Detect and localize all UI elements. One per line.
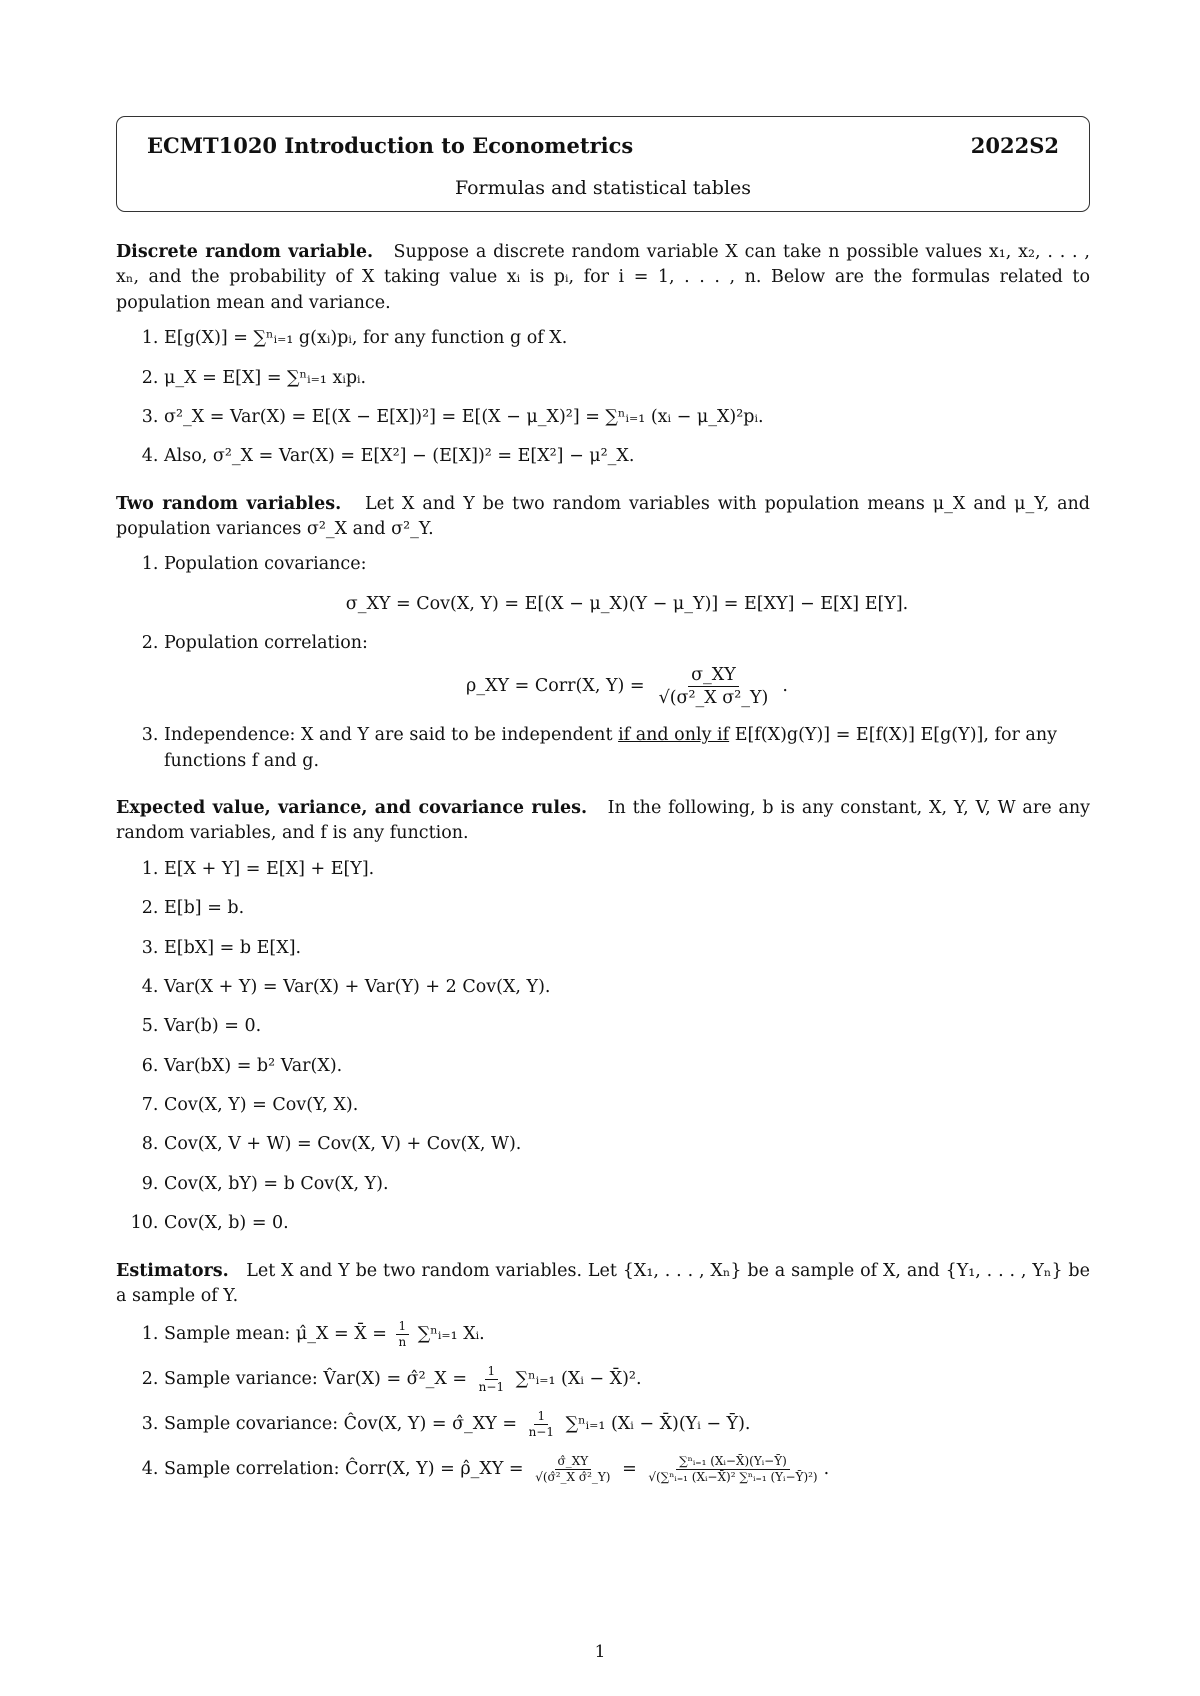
title-box bbox=[116, 116, 1090, 212]
section-discrete-intro bbox=[116, 240, 1090, 316]
list-item: 7. Cov(X, Y) = Cov(Y, X). bbox=[164, 1093, 1090, 1118]
numerator: σ̂_XY bbox=[555, 1454, 592, 1469]
list-item: 6. Var(bX) = b² Var(X). bbox=[164, 1054, 1090, 1079]
covariance-label: Population covariance: bbox=[164, 554, 367, 575]
term-label: 2022S2 bbox=[970, 133, 1059, 158]
sample-mean-tail: ∑ⁿᵢ₌₁ Xᵢ. bbox=[417, 1324, 485, 1345]
numerator: 1 bbox=[485, 1364, 499, 1379]
denominator: √(σ²_X σ²_Y) bbox=[658, 687, 769, 708]
formula-list bbox=[116, 552, 1090, 774]
section-two-rv-intro bbox=[116, 492, 1090, 543]
list-item: 1. E[X + Y] = E[X] + E[Y]. bbox=[164, 857, 1090, 882]
list-item: 3. E[bX] = b E[X]. bbox=[164, 936, 1090, 961]
denominator: n bbox=[398, 1334, 407, 1349]
sample-covariance-tail: ∑ⁿᵢ₌₁ (Xᵢ − X̄)(Yᵢ − Ȳ). bbox=[565, 1414, 751, 1435]
numerator: 1 bbox=[396, 1319, 410, 1334]
list-item: 9. Cov(X, bY) = b Cov(X, Y). bbox=[164, 1172, 1090, 1197]
section-title: Expected value, variance, and covariance rules. bbox=[116, 798, 588, 818]
denominator: √(σ̂²_X σ̂²_Y) bbox=[535, 1469, 611, 1484]
sample-variance-tail: ∑ⁿᵢ₌₁ (Xᵢ − X̄)². bbox=[515, 1369, 642, 1390]
list-item: 2. E[b] = b. bbox=[164, 896, 1090, 921]
fraction bbox=[395, 1319, 409, 1350]
list-item bbox=[164, 1409, 1090, 1440]
list-item: 5. Var(b) = 0. bbox=[164, 1014, 1090, 1039]
section-title: Two random variables. bbox=[116, 493, 342, 514]
list-item bbox=[164, 1319, 1090, 1350]
independence-post: E[f(X)g(Y)] = E[f(X)] E[g(Y)], for any functions f and g. bbox=[164, 725, 1058, 771]
list-item: 4. Also, σ²_X = Var(X) = E[X²] − (E[X])² = E[X²] − μ²_X. bbox=[164, 444, 1090, 469]
numerator: ∑ⁿᵢ₌₁ (Xᵢ−X̄)(Yᵢ−Ȳ) bbox=[676, 1454, 790, 1469]
section-title: Estimators. bbox=[116, 1260, 229, 1281]
denominator: √(∑ⁿᵢ₌₁ (Xᵢ−X̄)² ∑ⁿᵢ₌₁ (Yᵢ−Ȳ)²) bbox=[648, 1469, 818, 1484]
equals-sign: = bbox=[622, 1459, 637, 1480]
numerator: σ_XY bbox=[688, 665, 739, 687]
period: . bbox=[782, 676, 788, 697]
period: . bbox=[823, 1459, 830, 1480]
section-intro: Let X and Y be two random variables. Let {X₁, . . . , Xₙ} be a sample of X, and {Y₁, . . . , Yₙ} be a sample of Y. bbox=[116, 1260, 1090, 1306]
correlation-formula bbox=[164, 665, 1090, 710]
document-body bbox=[116, 240, 1090, 1507]
fraction bbox=[476, 1364, 507, 1395]
denominator: n−1 bbox=[528, 1424, 554, 1439]
fraction bbox=[645, 1454, 820, 1485]
course-title: ECMT1020 Introduction to Econometrics bbox=[147, 133, 634, 158]
numerator: 1 bbox=[534, 1409, 548, 1424]
formula-list bbox=[116, 857, 1090, 1237]
fraction bbox=[656, 665, 772, 710]
list-item bbox=[164, 1364, 1090, 1395]
formula-list bbox=[116, 326, 1090, 470]
section-estimators-intro bbox=[116, 1259, 1090, 1310]
sample-covariance-label: Sample covariance: Ĉov(X, Y) = σ̂_XY = bbox=[164, 1414, 517, 1435]
denominator: n−1 bbox=[478, 1379, 505, 1394]
list-item: 1. E[g(X)] = ∑ⁿᵢ₌₁ g(xᵢ)pᵢ, for any function g of X. bbox=[164, 326, 1090, 351]
list-item bbox=[164, 631, 1090, 709]
document-subtitle: Formulas and statistical tables bbox=[454, 177, 752, 199]
section-rules-intro bbox=[116, 796, 1090, 847]
sample-correlation-label: Sample correlation: Ĉorr(X, Y) = ρ̂_XY = bbox=[164, 1459, 524, 1480]
list-item: 10. Cov(X, b) = 0. bbox=[164, 1211, 1090, 1236]
section-intro: Suppose a discrete random variable X can take n possible values x₁, x₂, . . . , xₙ, and the probability of X taking value xᵢ is pᵢ, for i = 1, . . . , n. Below are the formulas related to population mean and variance. bbox=[116, 242, 1090, 313]
list-item bbox=[164, 552, 1090, 617]
list-item: 3. σ²_X = Var(X) = E[(X − E[X])²] = E[(X − μ_X)²] = ∑ⁿᵢ₌₁ (xᵢ − μ_X)²pᵢ. bbox=[164, 405, 1090, 430]
sample-variance-label: Sample variance: V̂ar(X) = σ̂²_X = bbox=[164, 1369, 468, 1390]
formula-list bbox=[116, 1319, 1090, 1485]
list-item: 8. Cov(X, V + W) = Cov(X, V) + Cov(X, W). bbox=[164, 1132, 1090, 1157]
independence-pre: Independence: X and Y are said to be independent bbox=[164, 725, 613, 746]
fraction bbox=[526, 1409, 557, 1440]
underlined-phrase: if and only if bbox=[618, 725, 730, 746]
fraction bbox=[532, 1454, 613, 1485]
page-number: 1 bbox=[594, 1642, 606, 1662]
covariance-formula: σ_XY = Cov(X, Y) = E[(X − μ_X)(Y − μ_Y)] = E[XY] − E[X] E[Y]. bbox=[345, 593, 909, 614]
section-title: Discrete random variable. bbox=[116, 242, 374, 262]
list-item: 4. Var(X + Y) = Var(X) + Var(Y) + 2 Cov(X, Y). bbox=[164, 975, 1090, 1000]
sample-mean-label: Sample mean: μ̂_X = X̄ = bbox=[164, 1324, 387, 1345]
correlation-label: Population correlation: bbox=[164, 633, 368, 654]
section-intro: In the following, b is any constant, X, Y, V, W are any random variables, and f is any function. bbox=[116, 798, 1090, 844]
list-item bbox=[164, 723, 1090, 774]
list-item bbox=[164, 1454, 1090, 1485]
section-intro: Let X and Y be two random variables with population means μ_X and μ_Y, and population variances σ²_X and σ²_Y. bbox=[116, 493, 1090, 539]
list-item: 2. μ_X = E[X] = ∑ⁿᵢ₌₁ xᵢpᵢ. bbox=[164, 366, 1090, 391]
correlation-lhs: ρ_XY = Corr(X, Y) = bbox=[466, 676, 645, 697]
